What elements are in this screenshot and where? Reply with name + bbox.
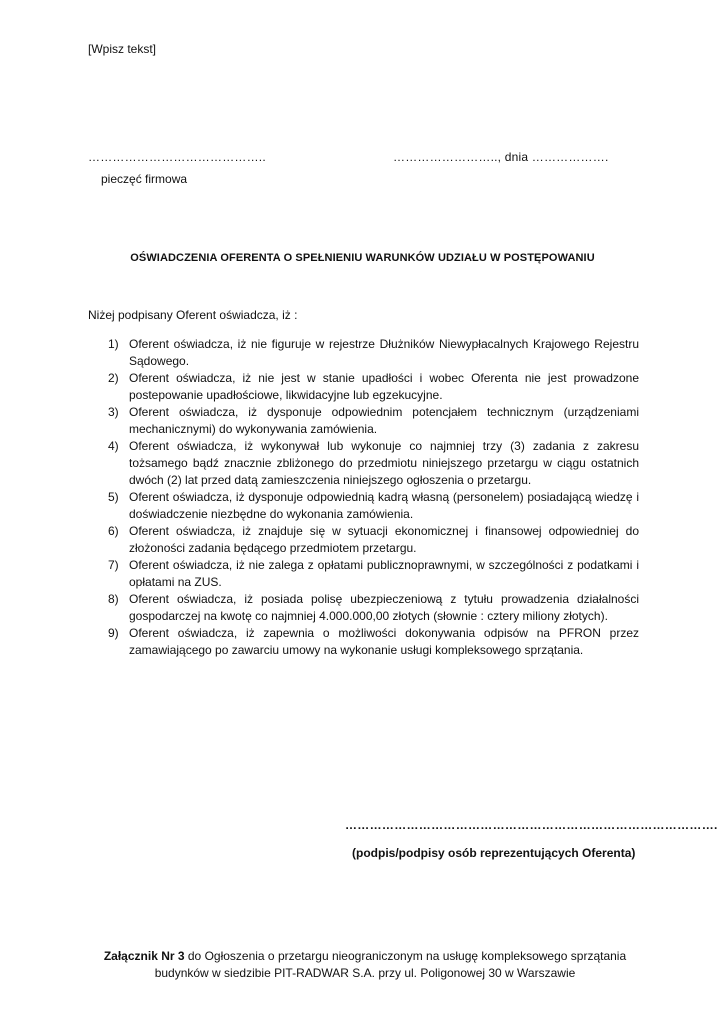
list-item [88,625,639,659]
list-item [88,591,639,625]
list-item [88,404,639,438]
signature-dots: ………………………………………………………………………………. [345,818,718,832]
footer-text-2: budynków w siedzibie PIT-RADWAR S.A. przy ul. Poligonowej 30 w Warszawie [154,966,576,980]
attachment-number: Załącznik Nr 3 [103,949,185,963]
item-text: Oferent oświadcza, iż posiada polisę ubezpieczeniową z tytułu prowadzenia działalności gospodarczej na kwotę co najmniej 4.000.000,00 złotych (słownie : cztery miliony złotych). [129,592,639,623]
declaration-list [88,336,639,659]
item-number: 8) [108,592,119,606]
item-number: 6) [108,524,119,538]
footer-line-1 [60,948,670,965]
footer-note [60,948,670,982]
item-text: Oferent oświadcza, iż nie jest w stanie upadłości i wobec Oferenta nie jest prowadzone postepowanie upadłościowe, likwidacyjne lub egzekucyjne. [129,371,639,402]
item-number: 1) [108,337,119,351]
item-text: Oferent oświadcza, iż dysponuje odpowiednią kadrą własną (personelem) posiadającą wiedzę i doświadczenie niezbędne do wykonania zamówienia. [129,490,639,521]
item-text: Oferent oświadcza, iż zapewnia o możliwości dokonywania odpisów na PFRON przez zamawiającego po zawarciu umowy na wykonanie usługi kompleksowego sprzątania. [129,626,639,657]
item-number: 2) [108,371,119,385]
item-text: Oferent oświadcza, iż nie figuruje w rejestrze Dłużników Niewypłacalnych Krajowego Rejestru Sądowego. [129,337,639,368]
item-number: 7) [108,558,119,572]
intro-text: Niżej podpisany Oferent oświadcza, iż : [88,308,298,322]
item-number: 3) [108,405,119,419]
list-item [88,557,639,591]
list-item [88,438,639,489]
list-item [88,523,639,557]
header-placeholder: [Wpisz tekst] [88,42,157,56]
item-text: Oferent oświadcza, iż nie zalega z opłatami publicznoprawnymi, w szczególności z podatkami i opłatami na ZUS. [129,558,639,589]
footer-text-1: do Ogłoszenia o przetargu nieograniczonym na usługę kompleksowego sprzątania [184,949,627,963]
signature-label: (podpis/podpisy osób reprezentujących Oferenta) [352,846,636,860]
item-number: 9) [108,626,119,640]
item-text: Oferent oświadcza, iż wykonywał lub wykonuje co najmniej trzy (3) zadania z zakresu tożsamego bądź znacznie zbliżonego do przedmiotu niniejszego przetargu w ciągu ostatnich dwóch (2) lat przed datą zamieszczenia niniejszego ogłoszenia o przetargu. [129,439,639,487]
list-item [88,370,639,404]
item-text: Oferent oświadcza, iż znajduje się w sytuacji ekonomicznej i finansowej odpowiedniej do złożoności zadania będącego przedmiotem przetargu. [129,524,639,555]
list-item [88,336,639,370]
stamp-dots: …………………………………….. [88,150,266,164]
list-item [88,489,639,523]
item-text: Oferent oświadcza, iż dysponuje odpowiednim potencjałem technicznym (urządzeniami mechanicznymi) do wykonywania zamówienia. [129,405,639,436]
place-date-dots: …………………….., dnia ………………. [393,150,609,164]
item-number: 4) [108,439,119,453]
stamp-label: pieczęć firmowa [101,172,188,186]
item-number: 5) [108,490,119,504]
document-title: OŚWIADCZENIA OFERENTA O SPEŁNIENIU WARUNKÓW UDZIAŁU W POSTĘPOWANIU [130,252,595,264]
